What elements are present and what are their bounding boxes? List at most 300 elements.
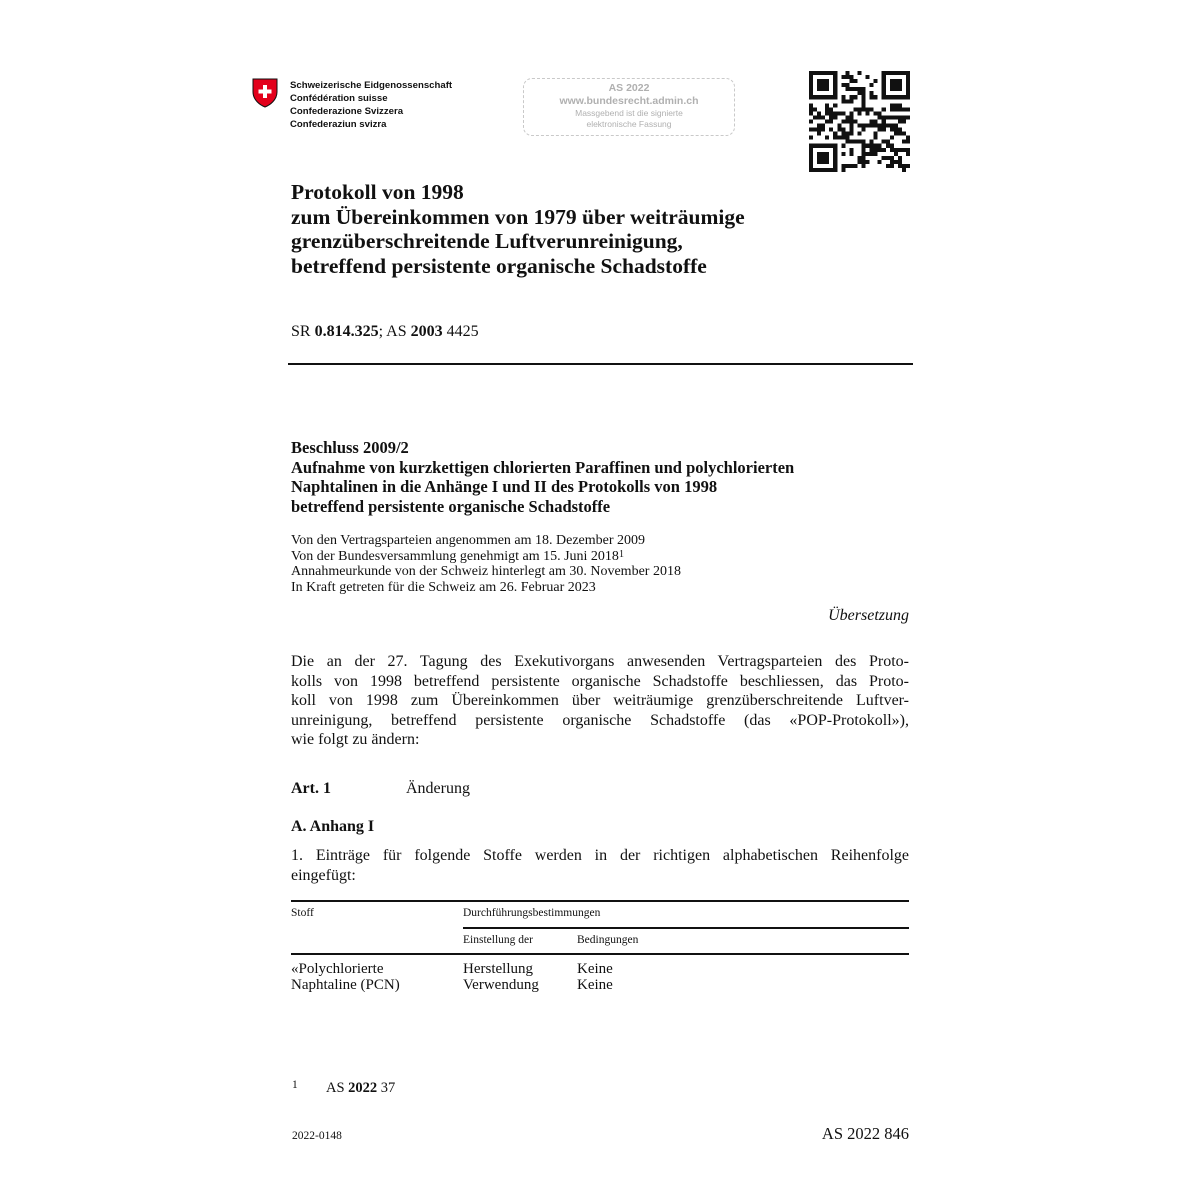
qr-module xyxy=(862,107,866,111)
qr-module xyxy=(886,115,890,119)
qr-module xyxy=(849,152,853,156)
sr-number: 0.814.325 xyxy=(314,323,379,340)
qr-module xyxy=(817,132,821,136)
swiss-coat-of-arms-icon xyxy=(252,78,278,108)
qr-module xyxy=(833,115,837,119)
qr-module xyxy=(870,148,874,152)
qr-module xyxy=(898,83,902,87)
paragraph-line: 1. Einträge für folgende Stoffe werden in der richtigen alphabetischen Reihenfolge xyxy=(291,847,909,864)
date-approved xyxy=(291,549,681,565)
qr-module xyxy=(809,128,813,132)
qr-module xyxy=(821,71,825,75)
qr-module xyxy=(862,91,866,95)
qr-module xyxy=(894,132,898,136)
qr-module xyxy=(906,152,910,156)
stamp-note-1: Massgebend ist die signierte xyxy=(575,108,683,118)
qr-module xyxy=(809,95,813,99)
qr-module xyxy=(906,79,910,83)
qr-module xyxy=(882,83,886,87)
qr-module xyxy=(833,71,837,75)
qr-module xyxy=(833,148,837,152)
intro-line: koll von 1998 zum Übereinkommen über weiträumige grenzüberschreitende Luftver- xyxy=(291,692,909,709)
qr-module xyxy=(866,107,870,111)
qr-module xyxy=(833,144,837,148)
qr-module xyxy=(841,144,845,148)
qr-module xyxy=(829,144,833,148)
qr-module xyxy=(821,160,825,164)
qr-module xyxy=(898,107,902,111)
qr-module xyxy=(845,87,849,91)
substance-line: Naphtaline (PCN) xyxy=(291,977,400,993)
qr-module xyxy=(886,164,890,168)
qr-module xyxy=(882,79,886,83)
qr-module xyxy=(809,107,813,111)
qr-module xyxy=(882,95,886,99)
qr-module xyxy=(894,71,898,75)
qr-module xyxy=(906,95,910,99)
qr-module xyxy=(898,128,902,132)
table-cell-substance xyxy=(291,961,400,993)
qr-module xyxy=(898,132,902,136)
qr-module xyxy=(817,111,821,115)
federation-name-rm: Confederaziun svizra xyxy=(290,119,387,130)
qr-module xyxy=(866,111,870,115)
qr-module xyxy=(833,136,837,140)
date-in-force: In Kraft getreten für die Schweiz am 26. Februar 2023 xyxy=(291,579,596,595)
qr-module xyxy=(845,83,849,87)
qr-module xyxy=(886,144,890,148)
qr-module xyxy=(809,152,813,156)
qr-module xyxy=(845,132,849,136)
intro-line: Die an der 27. Tagung des Exekutivorgans anwesenden Vertragsparteien des Proto- xyxy=(291,653,909,670)
qr-module xyxy=(902,168,906,172)
qr-module xyxy=(906,75,910,79)
qr-module xyxy=(902,132,906,136)
qr-module xyxy=(841,111,845,115)
qr-module xyxy=(821,83,825,87)
sr-reference xyxy=(291,323,479,341)
qr-module xyxy=(809,156,813,160)
qr-module xyxy=(862,160,866,164)
qr-module xyxy=(890,87,894,91)
qr-module xyxy=(906,140,910,144)
decision-title-line: Naphtalinen in die Anhänge I und II des Protokolls von 1998 xyxy=(291,477,718,496)
table-cell-stop xyxy=(463,961,539,993)
qr-module xyxy=(886,140,890,144)
qr-module xyxy=(902,140,906,144)
qr-module xyxy=(878,148,882,152)
title-line: Protokoll von 1998 xyxy=(291,180,464,204)
qr-module xyxy=(821,87,825,91)
qr-module xyxy=(829,128,833,132)
qr-module xyxy=(849,79,853,83)
qr-module xyxy=(870,152,874,156)
qr-module xyxy=(866,144,870,148)
footnote-ref[interactable]: 1 xyxy=(618,548,624,560)
qr-module xyxy=(813,71,817,75)
qr-module xyxy=(902,71,906,75)
qr-module xyxy=(902,107,906,111)
qr-module xyxy=(849,140,853,144)
qr-module xyxy=(886,156,890,160)
translation-label: Übersetzung xyxy=(828,607,909,624)
qr-module xyxy=(906,107,910,111)
qr-module xyxy=(894,107,898,111)
qr-module xyxy=(862,152,866,156)
qr-module xyxy=(890,156,894,160)
qr-module xyxy=(878,128,882,132)
qr-module xyxy=(837,136,841,140)
qr-module xyxy=(837,124,841,128)
qr-module xyxy=(857,71,861,75)
qr-module xyxy=(829,168,833,172)
qr-module xyxy=(857,160,861,164)
qr-module xyxy=(849,95,853,99)
qr-module xyxy=(894,83,898,87)
qr-module xyxy=(870,83,874,87)
qr-module xyxy=(898,71,902,75)
qr-module xyxy=(890,164,894,168)
qr-module xyxy=(833,164,837,168)
qr-module xyxy=(906,136,910,140)
qr-module xyxy=(898,95,902,99)
qr-module xyxy=(821,95,825,99)
qr-module xyxy=(817,83,821,87)
qr-module xyxy=(829,95,833,99)
table-sub-rule xyxy=(463,927,909,929)
qr-module xyxy=(886,95,890,99)
intro-line: unreinigung, betreffend persistente organische Schadstoffe (das «POP-Protokoll»), xyxy=(291,711,909,729)
qr-module xyxy=(817,160,821,164)
qr-module xyxy=(882,119,886,123)
qr-module xyxy=(906,83,910,87)
qr-module xyxy=(882,107,886,111)
condition-line: Keine xyxy=(577,977,613,993)
decision-title-line: Aufnahme von kurzkettigen chlorierten Paraffinen und polychlorierten xyxy=(291,457,795,477)
decision-heading xyxy=(291,438,794,516)
qr-module xyxy=(813,168,817,172)
qr-module xyxy=(898,115,902,119)
qr-module xyxy=(829,71,833,75)
qr-module xyxy=(874,136,878,140)
qr-code-icon xyxy=(809,71,910,172)
stop-line: Verwendung xyxy=(463,977,539,993)
qr-module xyxy=(829,111,833,115)
document-title xyxy=(291,180,745,278)
qr-module xyxy=(906,87,910,91)
page-reference: AS 2022 846 xyxy=(821,1124,909,1143)
qr-module xyxy=(833,160,837,164)
qr-module xyxy=(878,111,882,115)
qr-module xyxy=(894,160,898,164)
qr-module xyxy=(845,140,849,144)
qr-module xyxy=(849,119,853,123)
table-cell-conditions xyxy=(577,961,613,993)
qr-module xyxy=(857,111,861,115)
decision-number: Beschluss 2009/2 xyxy=(291,438,409,457)
qr-module xyxy=(825,111,829,115)
qr-module xyxy=(841,75,845,79)
header-substance: Stoff xyxy=(291,907,314,919)
qr-module xyxy=(817,71,821,75)
qr-module xyxy=(809,136,813,140)
federation-name-fr: Confédération suisse xyxy=(290,93,388,104)
title-line: zum Übereinkommen von 1979 über weiträumige xyxy=(291,204,745,229)
qr-module xyxy=(870,91,874,95)
qr-module xyxy=(882,124,886,128)
qr-module xyxy=(841,95,845,99)
footnote-year: 2022 xyxy=(348,1080,378,1096)
qr-module xyxy=(817,115,821,119)
qr-module xyxy=(882,148,886,152)
decision-title-line: betreffend persistente organische Schadstoffe xyxy=(291,496,611,516)
decision-dates xyxy=(291,533,681,595)
sr-separator: ; AS xyxy=(378,323,411,340)
qr-module xyxy=(870,119,874,123)
qr-module xyxy=(890,124,894,128)
header-provisions: Durchführungsbestimmungen xyxy=(463,907,601,919)
qr-module xyxy=(874,148,878,152)
qr-module xyxy=(833,132,837,136)
qr-module xyxy=(821,124,825,128)
qr-module xyxy=(906,164,910,168)
qr-module xyxy=(898,160,902,164)
qr-module xyxy=(874,144,878,148)
qr-module xyxy=(857,132,861,136)
qr-module xyxy=(890,83,894,87)
qr-module xyxy=(857,156,861,160)
federation-name-it: Confederazione Svizzera xyxy=(290,106,404,117)
qr-module xyxy=(853,164,857,168)
qr-module xyxy=(894,95,898,99)
paragraph-line: eingefügt: xyxy=(291,866,356,884)
qr-module xyxy=(857,107,861,111)
qr-module xyxy=(853,140,857,144)
article-title: Änderung xyxy=(406,780,470,797)
annex-heading: A. Anhang I xyxy=(291,818,375,835)
qr-module xyxy=(845,71,849,75)
qr-module xyxy=(821,144,825,148)
qr-module xyxy=(849,128,853,132)
qr-module xyxy=(813,107,817,111)
header-stop: Einstellung der xyxy=(463,934,533,946)
qr-module xyxy=(849,124,853,128)
intro-line: wie folgt zu ändern: xyxy=(291,731,420,748)
footnote-page: 37 xyxy=(377,1080,396,1096)
qr-module xyxy=(878,115,882,119)
qr-module xyxy=(902,164,906,168)
qr-module xyxy=(829,115,833,119)
qr-module xyxy=(882,128,886,132)
qr-module xyxy=(870,140,874,144)
qr-module xyxy=(845,119,849,123)
date-deposited: Annahmeurkunde von der Schweiz hinterlegt am 30. November 2018 xyxy=(291,564,681,580)
qr-module xyxy=(862,148,866,152)
title-line: betreffend persistente organische Schadstoffe xyxy=(291,253,707,278)
qr-module xyxy=(821,168,825,172)
qr-module xyxy=(874,132,878,136)
qr-module xyxy=(809,119,813,123)
qr-module xyxy=(874,119,878,123)
qr-module xyxy=(845,115,849,119)
as-year: 2003 xyxy=(410,323,443,340)
qr-module xyxy=(874,111,878,115)
qr-module xyxy=(906,91,910,95)
condition-line: Keine xyxy=(577,961,613,977)
qr-module xyxy=(809,164,813,168)
qr-module xyxy=(853,95,857,99)
document-number: 2022-0148 xyxy=(292,1130,342,1142)
qr-module xyxy=(817,79,821,83)
qr-module xyxy=(882,91,886,95)
qr-module xyxy=(825,103,829,107)
qr-module xyxy=(894,115,898,119)
qr-module xyxy=(817,156,821,160)
federation-name-de: Schweizerische Eidgenossenschaft xyxy=(290,80,453,91)
qr-module xyxy=(849,99,853,103)
qr-module xyxy=(809,160,813,164)
qr-module xyxy=(906,71,910,75)
qr-module xyxy=(882,115,886,119)
qr-module xyxy=(862,164,866,168)
qr-module xyxy=(809,87,813,91)
qr-module xyxy=(821,115,825,119)
stamp-url: www.bundesrecht.admin.ch xyxy=(559,95,699,107)
qr-module xyxy=(809,91,813,95)
qr-module xyxy=(809,79,813,83)
qr-module xyxy=(813,95,817,99)
qr-module xyxy=(817,144,821,148)
qr-module xyxy=(833,87,837,91)
qr-module xyxy=(825,79,829,83)
qr-module xyxy=(878,124,882,128)
qr-module xyxy=(890,107,894,111)
qr-module xyxy=(825,71,829,75)
table-header-rule xyxy=(291,953,909,955)
qr-module xyxy=(898,164,902,168)
qr-module xyxy=(821,128,825,132)
qr-module xyxy=(833,83,837,87)
qr-module xyxy=(833,75,837,79)
qr-module xyxy=(841,99,845,103)
qr-module xyxy=(841,132,845,136)
qr-module xyxy=(862,87,866,91)
qr-module xyxy=(825,83,829,87)
qr-module xyxy=(849,111,853,115)
as-page: 4425 xyxy=(442,323,479,340)
header-conditions: Bedingungen xyxy=(577,934,639,946)
qr-module xyxy=(813,144,817,148)
qr-module xyxy=(849,75,853,79)
qr-module xyxy=(817,128,821,132)
qr-module xyxy=(809,71,813,75)
qr-module xyxy=(841,128,845,132)
substance-line: «Polychlorierte xyxy=(291,961,384,977)
qr-module xyxy=(841,119,845,123)
qr-module xyxy=(874,95,878,99)
qr-module xyxy=(809,83,813,87)
qr-module xyxy=(890,79,894,83)
qr-module xyxy=(833,168,837,172)
qr-module xyxy=(902,119,906,123)
qr-module xyxy=(870,124,874,128)
qr-module xyxy=(817,124,821,128)
qr-module xyxy=(849,132,853,136)
qr-module xyxy=(821,152,825,156)
qr-module xyxy=(886,124,890,128)
article-label: Art. 1 xyxy=(291,780,331,797)
qr-module xyxy=(894,124,898,128)
qr-module xyxy=(845,164,849,168)
qr-module xyxy=(845,136,849,140)
qr-module xyxy=(898,119,902,123)
qr-module xyxy=(841,164,845,168)
qr-module xyxy=(870,144,874,148)
qr-module xyxy=(862,95,866,99)
qr-module xyxy=(882,156,886,160)
qr-module xyxy=(890,71,894,75)
qr-module xyxy=(817,87,821,91)
qr-module xyxy=(825,107,829,111)
stamp-as-year: AS 2022 xyxy=(608,82,650,94)
qr-module xyxy=(898,87,902,91)
intro-paragraph xyxy=(291,652,909,750)
qr-module xyxy=(898,79,902,83)
qr-module xyxy=(833,91,837,95)
qr-module xyxy=(853,107,857,111)
qr-module xyxy=(849,164,853,168)
qr-module xyxy=(866,75,870,79)
qr-module xyxy=(809,75,813,79)
qr-module xyxy=(837,128,841,132)
footnote-text xyxy=(326,1080,395,1097)
qr-module xyxy=(849,115,853,119)
qr-module xyxy=(894,148,898,152)
qr-module xyxy=(853,79,857,83)
qr-module xyxy=(833,95,837,99)
qr-module xyxy=(817,168,821,172)
qr-module xyxy=(829,119,833,123)
qr-module xyxy=(829,107,833,111)
qr-module xyxy=(898,156,902,160)
qr-module xyxy=(862,124,866,128)
footnote-number: 1 xyxy=(292,1079,298,1091)
qr-module xyxy=(862,99,866,103)
qr-module xyxy=(870,107,874,111)
qr-module xyxy=(809,148,813,152)
qr-module xyxy=(894,128,898,132)
qr-module xyxy=(862,156,866,160)
qr-module xyxy=(813,128,817,132)
qr-module xyxy=(866,160,870,164)
qr-module xyxy=(857,140,861,144)
title-divider xyxy=(288,363,913,365)
qr-module xyxy=(874,152,878,156)
qr-module xyxy=(849,87,853,91)
stop-line: Herstellung xyxy=(463,961,533,977)
qr-module xyxy=(882,75,886,79)
qr-module xyxy=(841,152,845,156)
table-top-rule xyxy=(291,900,909,902)
qr-module xyxy=(849,148,853,152)
qr-module xyxy=(902,115,906,119)
qr-module xyxy=(825,119,829,123)
qr-module xyxy=(825,152,829,156)
qr-module xyxy=(878,144,882,148)
qr-module xyxy=(894,103,898,107)
date-adopted: Von den Vertragsparteien angenommen am 18. Dezember 2009 xyxy=(291,533,646,548)
qr-module xyxy=(862,128,866,132)
